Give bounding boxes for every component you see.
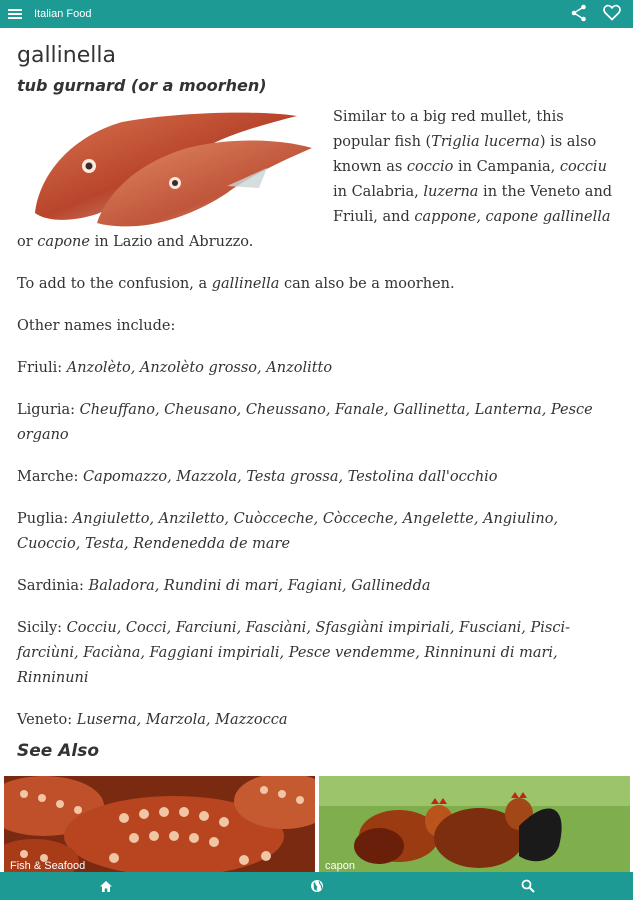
globe-icon[interactable] — [310, 879, 324, 893]
region-label: Sardinia: — [17, 578, 89, 594]
text-run: or — [17, 234, 38, 250]
region-name-list: Anzolèto, Anzolèto grosso, Anzolitto — [66, 360, 333, 376]
see-also-card-fish-seafood[interactable] — [4, 776, 315, 872]
italic-term: cocciu — [559, 159, 607, 175]
search-icon[interactable] — [521, 879, 535, 893]
text-run: Similar to a big red mullet, this popular fish ( — [333, 109, 564, 150]
italic-term: capone — [37, 234, 90, 250]
see-also-cards — [4, 776, 630, 872]
home-icon[interactable] — [99, 880, 113, 893]
italic-term: cappone, capone gallinella — [414, 209, 611, 225]
see-also-card-label: capon — [325, 860, 355, 872]
fish-image — [27, 108, 319, 228]
italic-term: gallinella — [211, 276, 280, 292]
text-run: To add to the confusion, a — [17, 276, 212, 292]
region-names — [17, 616, 617, 691]
region-names — [17, 574, 617, 599]
text-run: in Lazio and Abruzzo. — [89, 234, 254, 250]
region-names — [17, 465, 617, 490]
region-name-list: Cheuffano, Cheusano, Cheussano, Fanale, Gallinetta, Lanterna, Pesce organo — [17, 402, 593, 443]
region-label: Veneto: — [17, 712, 77, 728]
see-also-card-capon[interactable] — [319, 776, 630, 872]
text-run: in Campania, — [453, 159, 560, 175]
region-names — [17, 398, 617, 448]
bottom-nav — [0, 872, 633, 900]
see-also-heading: See Also — [17, 741, 100, 761]
italic-term: coccio — [406, 159, 454, 175]
entry-content — [17, 28, 617, 750]
heart-icon[interactable] — [603, 4, 621, 21]
menu-icon[interactable] — [8, 9, 22, 19]
italic-term: Triglia lucerna — [431, 134, 540, 150]
italic-term: luzerna — [423, 184, 479, 200]
confusion-paragraph — [17, 272, 617, 297]
text-run: in the Veneto and Friuli, and — [333, 184, 613, 225]
region-label: Puglia: — [17, 511, 73, 527]
share-icon[interactable] — [571, 4, 587, 22]
region-names — [17, 507, 617, 557]
region-name-list: Angiuletto, Anziletto, Cuòcceche, Còcceche, Angelette, Angiulino, Cuoccio, Testa, Rendenedda de mare — [17, 511, 559, 552]
regions-list — [17, 356, 617, 733]
region-label: Liguria: — [17, 402, 80, 418]
entry-title: gallinella — [17, 43, 116, 68]
rooster-image — [319, 776, 630, 872]
region-name-list: Cocciu, Cocci, Farciuni, Fasciàni, Sfasgiàni impiriali, Fusciani, Pisci-farciùni, Faciàna, Faggiani impiriali, Pesce vendemme, Rinninuni di mari, Rinninuni — [17, 620, 571, 686]
region-names — [17, 708, 617, 733]
text-run: ) is also known as — [333, 134, 597, 175]
app-bar — [0, 0, 633, 28]
region-label: Sicily: — [17, 620, 67, 636]
see-also-card-label: Fish & Seafood — [10, 860, 86, 872]
region-label: Marche: — [17, 469, 83, 485]
region-names — [17, 356, 617, 381]
region-name-list: Capomazzo, Mazzola, Testa grossa, Testolina dall'occhio — [82, 469, 498, 485]
region-name-list: Luserna, Marzola, Mazzocca — [76, 712, 288, 728]
entry-subtitle: tub gurnard (or a moorhen) — [17, 76, 267, 95]
text-run: in Calabria, — [333, 184, 424, 200]
app-title: Italian Food — [34, 8, 92, 20]
other-names-label: Other names include: — [17, 318, 176, 334]
region-name-list: Baladora, Rundini di mari, Fagiani, Gallinedda — [88, 578, 431, 594]
octopus-image — [4, 776, 315, 872]
text-run: can also be a moorhen. — [279, 276, 455, 292]
region-label: Friuli: — [17, 360, 67, 376]
